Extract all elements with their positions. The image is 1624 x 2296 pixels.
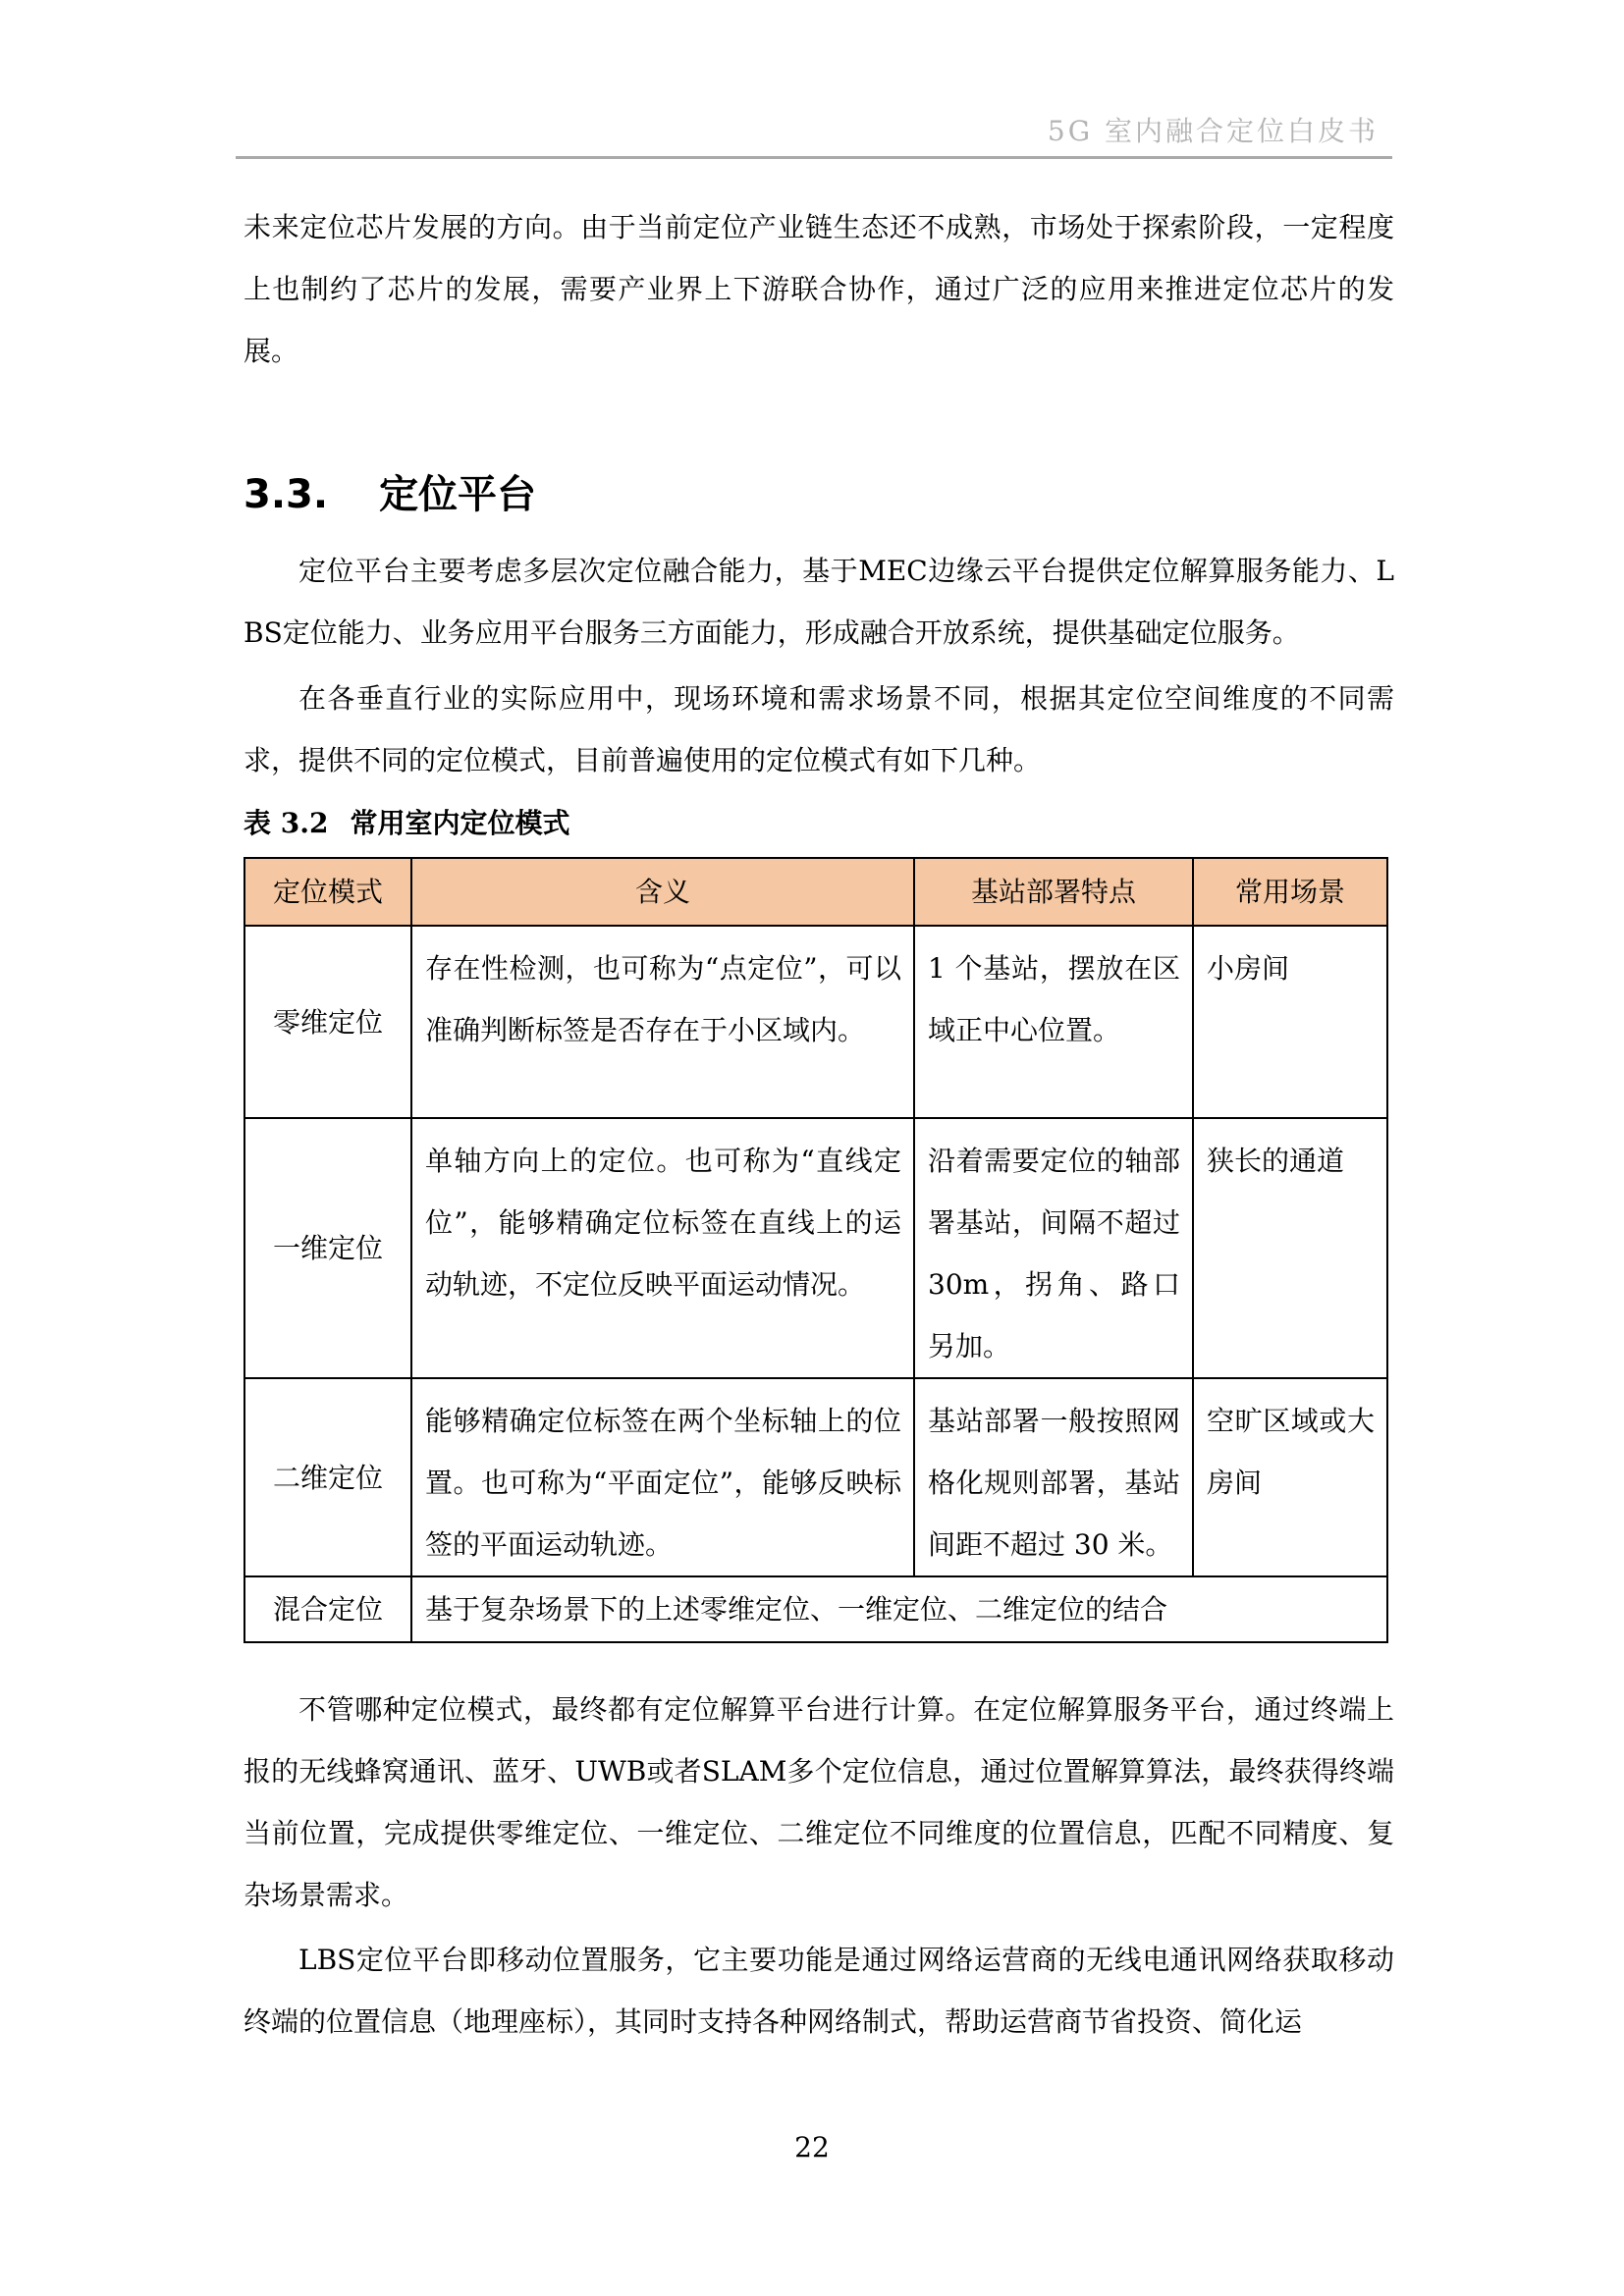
- table-header-row: [244, 858, 1387, 926]
- cell-deployment: 1 个基站，摆放在区域正中心位置。: [914, 926, 1193, 1118]
- cell-scene: 小房间: [1193, 926, 1387, 1118]
- column-header-scene: 常用场景: [1193, 858, 1387, 926]
- cell-mode: 零维定位: [244, 926, 411, 1118]
- paragraph-chip-development: 未来定位芯片发展的方向。由于当前定位产业链生态还不成熟，市场处于探索阶段，一定程度上也制约了芯片的发展，需要产业界上下游联合协作，通过广泛的应用来推进定位芯片的发展。: [244, 211, 1394, 367]
- cell-deployment: 基站部署一般按照网格化规则部署，基站间距不超过 30 米。: [914, 1378, 1193, 1576]
- paragraph-vertical-industry: 在各垂直行业的实际应用中，现场环境和需求场景不同，根据其定位空间维度的不同需求，提供不同的定位模式，目前普遍使用的定位模式有如下几种。: [244, 682, 1394, 776]
- table-row: [244, 926, 1387, 1118]
- column-header-deployment: 基站部署特点: [914, 858, 1193, 926]
- paragraph-lbs-platform: LBS定位平台即移动位置服务，它主要功能是通过网络运营商的无线电通讯网络获取移动终端的位置信息（地理座标），其同时支持各种网络制式，帮助运营商节省投资、简化运: [244, 1944, 1394, 2038]
- cell-scene: 狭长的通道: [1193, 1118, 1387, 1378]
- cell-mode: 一维定位: [244, 1118, 411, 1378]
- positioning-modes-table: [244, 857, 1388, 1643]
- page-header-title: 5G 室内融合定位白皮书: [1047, 115, 1379, 147]
- table-row: [244, 1378, 1387, 1576]
- cell-deployment: 沿着需要定位的轴部署基站，间隔不超过30m，拐角、路口另加。: [914, 1118, 1193, 1378]
- table-caption-title: 常用室内定位模式: [350, 807, 570, 839]
- header-divider-rule: [236, 156, 1392, 159]
- table-caption: [244, 805, 569, 842]
- cell-mode: 二维定位: [244, 1378, 411, 1576]
- column-header-meaning: 含义: [411, 858, 914, 926]
- section-heading: [244, 469, 536, 520]
- paragraph-platform-overview: 定位平台主要考虑多层次定位融合能力，基于MEC边缘云平台提供定位解算服务能力、LBS定位能力、业务应用平台服务三方面能力，形成融合开放系统，提供基础定位服务。: [244, 555, 1394, 649]
- cell-meaning: 能够精确定位标签在两个坐标轴上的位置。也可称为“平面定位”，能够反映标签的平面运动轨迹。: [411, 1378, 914, 1576]
- section-number: 3.3.: [244, 472, 329, 517]
- cell-scene: 空旷区域或大房间: [1193, 1378, 1387, 1576]
- cell-meaning: 存在性检测，也可称为“点定位”，可以准确判断标签是否存在于小区域内。: [411, 926, 914, 1118]
- cell-meaning: 单轴方向上的定位。也可称为“直线定位”，能够精确定位标签在直线上的运动轨迹，不定位反映平面运动情况。: [411, 1118, 914, 1378]
- column-header-mode: 定位模式: [244, 858, 411, 926]
- table-row: [244, 1576, 1387, 1642]
- page-number: 22: [794, 2131, 830, 2163]
- cell-combined: 基于复杂场景下的上述零维定位、一维定位、二维定位的结合: [411, 1576, 1387, 1642]
- table-row: [244, 1118, 1387, 1378]
- table-caption-label: 表 3.2: [244, 807, 329, 839]
- section-title: 定位平台: [379, 472, 537, 517]
- cell-mode: 混合定位: [244, 1576, 411, 1642]
- paragraph-solver-platform: 不管哪种定位模式，最终都有定位解算平台进行计算。在定位解算服务平台，通过终端上报的无线蜂窝通讯、蓝牙、UWB或者SLAM多个定位信息，通过位置解算算法，最终获得终端当前位置，完成提供零维定位、一维定位、二维定位不同维度的位置信息，匹配不同精度、复杂场景需求。: [244, 1693, 1394, 1911]
